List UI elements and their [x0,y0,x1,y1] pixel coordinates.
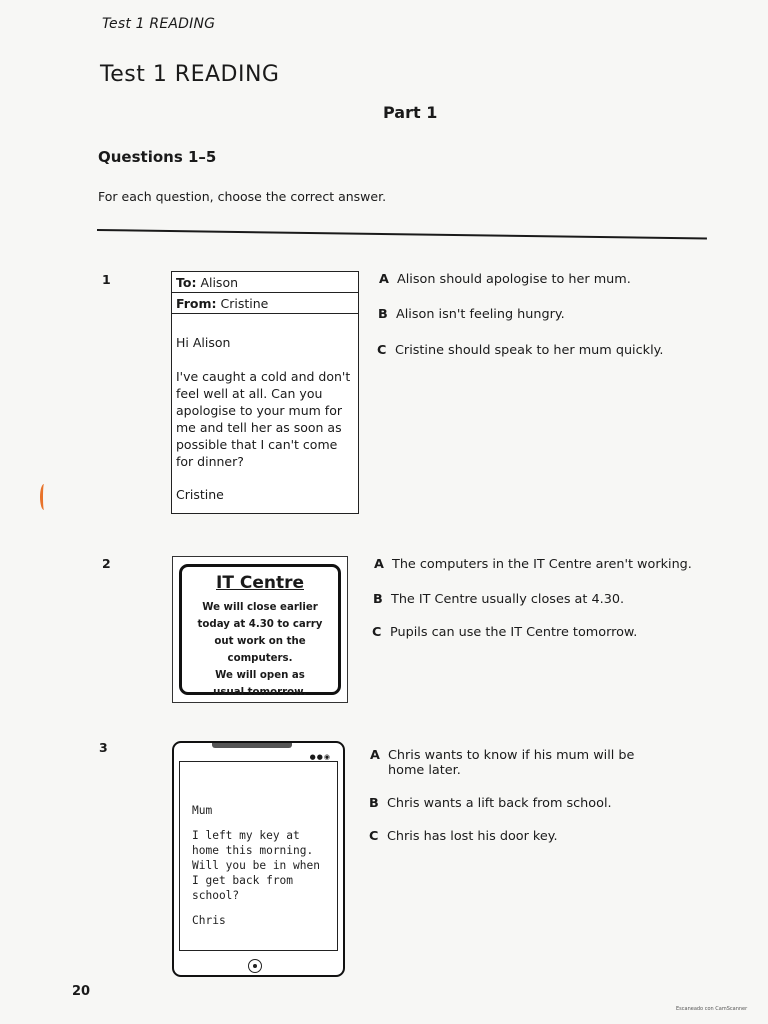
q2-option-b[interactable] [373,592,693,607]
phone-indicator-icon: ●●◉ [309,753,331,761]
notice-frame [179,564,341,698]
option-text: The computers in the IT Centre aren't working. [392,557,692,572]
notice-title: IT Centre [216,573,304,593]
question-number-1: 1 [102,272,111,287]
divider-line [97,229,707,240]
option-letter: C [372,625,382,640]
option-text: Cristine should speak to her mum quickly. [395,343,664,358]
q1-option-c[interactable] [377,343,677,358]
option-text: Chris wants to know if his mum will be home later. [388,748,635,778]
option-letter: C [377,343,387,358]
questions-range: Questions 1–5 [98,148,217,166]
scanner-watermark: Escaneado con CamScanner [676,1006,748,1012]
q3-option-b[interactable] [369,796,669,811]
phone-illustration [172,741,345,977]
to-label: To: [176,275,197,290]
phone-message-body: I left my key at home this morning. Will you be in when I get back from school? [192,829,320,902]
message-box [171,271,359,514]
option-letter: A [379,272,389,287]
option-letter: B [369,796,379,811]
notice-line-2: We will open as usual tomorrow. [213,670,307,698]
q1-option-b[interactable] [378,307,678,322]
message-from-row [172,293,358,314]
margin-mark [40,484,48,510]
option-text: Alison isn't feeling hungry. [396,307,565,322]
phone-screen [179,761,338,951]
option-letter: B [378,307,388,322]
phone-speaker [212,743,292,748]
message-greeting: Hi Alison [176,335,231,350]
q3-option-c[interactable] [369,829,669,844]
option-letter: A [370,748,380,763]
q2-option-a[interactable] [374,557,694,572]
instruction-text: For each question, choose the correct answer. [98,189,387,204]
page-title: Test 1 READING [100,62,280,87]
q2-option-c[interactable] [372,625,692,640]
option-text: Chris has lost his door key. [387,829,558,844]
part-title: Part 1 [383,103,438,122]
option-letter: A [374,557,384,572]
message-to-row [172,272,358,293]
notice-text [182,599,338,701]
option-text: Chris wants a lift back from school. [387,796,612,811]
page-number: 20 [72,984,91,999]
from-value: Cristine [220,296,269,311]
message-body [172,314,358,503]
notice-line-1: We will close earlier today at 4.30 to carry out work on the computers. [197,602,323,664]
to-value: Alison [200,275,239,290]
phone-message-to: Mum [192,804,213,817]
option-letter: B [373,592,383,607]
home-button-icon [248,959,262,973]
option-text: Alison should apologise to her mum. [397,272,631,287]
phone-message [192,803,332,928]
option-letter: C [369,829,379,844]
option-text: The IT Centre usually closes at 4.30. [391,592,625,607]
option-text: Pupils can use the IT Centre tomorrow. [390,625,638,640]
phone-message-signoff: Chris [192,914,226,927]
notice-sign [172,556,348,703]
message-text: I've caught a cold and don't feel well at all. Can you apologise to your mum for me and tell her as soon as possible that I can't come for dinner? [176,369,351,469]
question-number-2: 2 [102,556,111,571]
message-signoff: Cristine [176,487,224,502]
q3-option-a[interactable] [370,748,660,778]
question-number-3: 3 [99,740,108,755]
from-label: From: [176,296,217,311]
q1-option-a[interactable] [379,272,679,287]
running-head: Test 1 READING [102,16,216,32]
